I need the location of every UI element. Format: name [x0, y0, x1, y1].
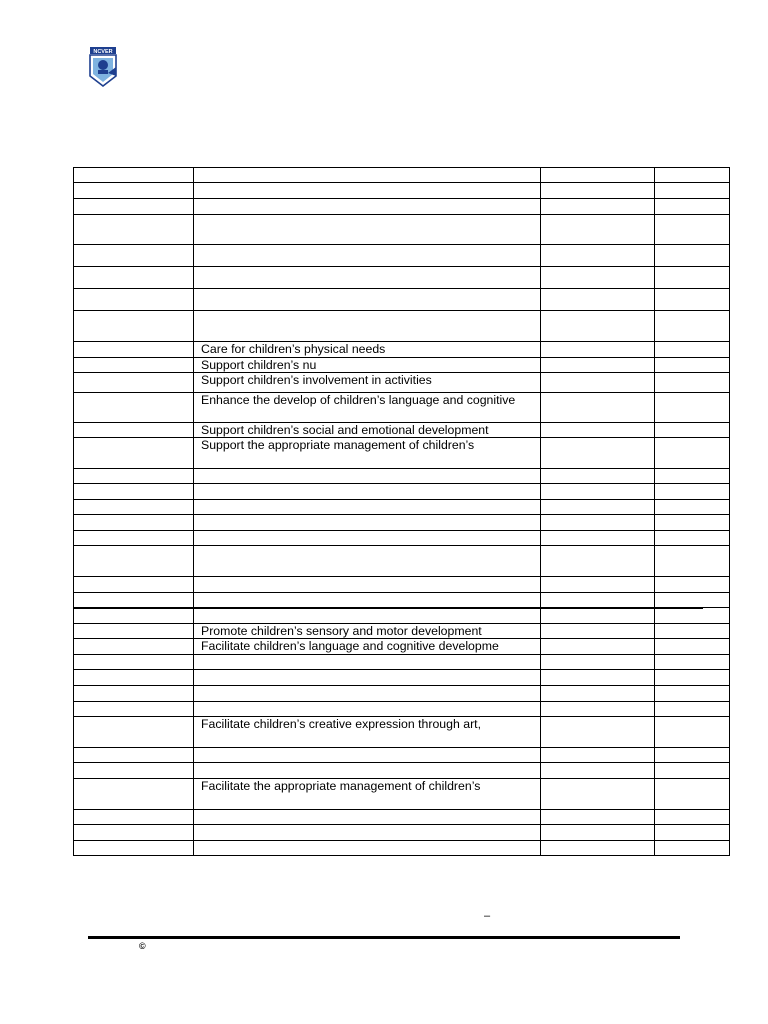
table-cell [655, 717, 730, 748]
unit-title-cell: Support children’s nu [194, 358, 541, 373]
table-cell [541, 215, 655, 245]
unit-title-cell [194, 245, 541, 267]
table-cell [541, 393, 655, 423]
table-row [74, 199, 730, 215]
table-row [74, 215, 730, 245]
table-cell [74, 500, 194, 515]
table-cell [541, 717, 655, 748]
table-cell [655, 500, 730, 515]
table-cell [541, 168, 655, 183]
table-cell [541, 825, 655, 841]
table-cell [74, 546, 194, 577]
table-cell [74, 484, 194, 500]
table-cell [541, 546, 655, 577]
table-cell [655, 393, 730, 423]
unit-title-cell: Support children’s involvement in activities [194, 373, 541, 393]
table-cell [655, 624, 730, 639]
footer-dash: – [484, 910, 491, 922]
table-cell [655, 358, 730, 373]
table-row [74, 624, 730, 639]
table-row [74, 655, 730, 670]
table-cell [541, 342, 655, 358]
table-cell [541, 289, 655, 311]
table-row [74, 500, 730, 515]
table-row [74, 763, 730, 779]
unit-title-cell [194, 655, 541, 670]
table-cell [541, 702, 655, 717]
table-cell [541, 624, 655, 639]
table-cell [74, 183, 194, 199]
table-cell [74, 717, 194, 748]
table-cell [655, 686, 730, 702]
table-row [74, 810, 730, 825]
table-row [74, 423, 730, 438]
table-cell [541, 763, 655, 779]
table-row [74, 779, 730, 810]
table-cell [655, 748, 730, 763]
svg-text:NCVER: NCVER [93, 49, 113, 55]
table-row [74, 546, 730, 577]
table-cell [541, 593, 655, 608]
table-row [74, 748, 730, 763]
table-cell [655, 484, 730, 500]
table-row [74, 515, 730, 531]
table-cell [655, 342, 730, 358]
table-cell [541, 748, 655, 763]
unit-title-cell: Care for children’s physical needs [194, 342, 541, 358]
unit-title-cell [194, 311, 541, 342]
table-cell [655, 438, 730, 469]
unit-title-cell [194, 515, 541, 531]
unit-title-cell [194, 686, 541, 702]
unit-title-cell [194, 670, 541, 686]
unit-title-cell [194, 546, 541, 577]
table-cell [655, 245, 730, 267]
table-cell [541, 515, 655, 531]
competency-table [73, 167, 730, 856]
table-cell [541, 183, 655, 199]
table-row [74, 438, 730, 469]
table-cell [655, 168, 730, 183]
table-row [74, 531, 730, 546]
unit-title-cell [194, 215, 541, 245]
table-cell [655, 546, 730, 577]
table-row [74, 168, 730, 183]
table-cell [541, 608, 655, 624]
table-cell [655, 655, 730, 670]
table-cell [74, 358, 194, 373]
table-cell [655, 577, 730, 593]
table-cell [655, 841, 730, 856]
table-row [74, 577, 730, 593]
table-row [74, 670, 730, 686]
table-cell [541, 423, 655, 438]
table-cell [74, 670, 194, 686]
ncver-logo [89, 46, 117, 87]
table-cell [74, 342, 194, 358]
table-cell [541, 267, 655, 289]
unit-title-cell [194, 267, 541, 289]
competency-table-body [74, 168, 730, 856]
table-row [74, 484, 730, 500]
table-row [74, 469, 730, 484]
unit-title-cell: Support children’s social and emotional development [194, 423, 541, 438]
table-cell [541, 686, 655, 702]
table-cell [541, 469, 655, 484]
table-cell [655, 531, 730, 546]
unit-title-cell [194, 183, 541, 199]
table-cell [655, 289, 730, 311]
table-cell [655, 373, 730, 393]
table-cell [541, 500, 655, 515]
table-cell [74, 267, 194, 289]
table-cell [74, 515, 194, 531]
table-cell [541, 670, 655, 686]
table-row [74, 702, 730, 717]
copyright-symbol: © [139, 941, 146, 951]
table-cell [655, 779, 730, 810]
table-cell [74, 168, 194, 183]
unit-title-cell [194, 748, 541, 763]
unit-title-cell [194, 168, 541, 183]
table-cell [655, 199, 730, 215]
table-cell [74, 841, 194, 856]
table-row [74, 608, 730, 624]
table-cell [74, 469, 194, 484]
table-cell [655, 593, 730, 608]
table-cell [655, 183, 730, 199]
table-cell [74, 593, 194, 608]
table-cell [74, 438, 194, 469]
table-cell [541, 841, 655, 856]
footer-rule [88, 936, 680, 939]
table-cell [541, 639, 655, 655]
table-cell [74, 311, 194, 342]
unit-title-cell [194, 841, 541, 856]
table-cell [74, 624, 194, 639]
table-row [74, 841, 730, 856]
table-cell [74, 393, 194, 423]
unit-title-cell [194, 577, 541, 593]
table-cell [655, 267, 730, 289]
table-cell [74, 639, 194, 655]
table-cell [541, 577, 655, 593]
unit-title-cell [194, 484, 541, 500]
table-cell [655, 311, 730, 342]
table-cell [655, 639, 730, 655]
table-cell [655, 763, 730, 779]
unit-title-cell [194, 825, 541, 841]
table-cell [74, 763, 194, 779]
table-row [74, 825, 730, 841]
table-row [74, 183, 730, 199]
table-cell [74, 655, 194, 670]
table-row [74, 593, 730, 608]
unit-title-cell [194, 702, 541, 717]
unit-title-cell [194, 763, 541, 779]
table-cell [655, 810, 730, 825]
table-cell [74, 686, 194, 702]
unit-title-cell [194, 608, 541, 624]
table-row [74, 717, 730, 748]
table-cell [541, 531, 655, 546]
table-cell [541, 358, 655, 373]
table-cell [541, 245, 655, 267]
section-divider [73, 607, 703, 609]
table-row [74, 686, 730, 702]
table-row [74, 639, 730, 655]
table-cell [74, 531, 194, 546]
unit-title-cell: Support the appropriate management of children’s [194, 438, 541, 469]
table-row [74, 245, 730, 267]
table-row [74, 267, 730, 289]
table-cell [655, 825, 730, 841]
table-cell [541, 373, 655, 393]
unit-title-cell [194, 199, 541, 215]
table-cell [541, 779, 655, 810]
table-cell [541, 311, 655, 342]
table-cell [541, 438, 655, 469]
table-cell [541, 484, 655, 500]
unit-title-cell: Promote children’s sensory and motor development [194, 624, 541, 639]
table-cell [74, 215, 194, 245]
table-row [74, 342, 730, 358]
table-cell [74, 373, 194, 393]
table-cell [74, 825, 194, 841]
unit-title-cell: Enhance the develop of children’s language and cognitive [194, 393, 541, 423]
table-cell [74, 748, 194, 763]
table-cell [74, 199, 194, 215]
table-cell [74, 810, 194, 825]
table-row [74, 311, 730, 342]
table-cell [655, 215, 730, 245]
table-cell [541, 810, 655, 825]
table-cell [74, 702, 194, 717]
table-cell [74, 608, 194, 624]
table-cell [655, 702, 730, 717]
table-cell [655, 670, 730, 686]
table-cell [655, 515, 730, 531]
unit-title-cell: Facilitate the appropriate management of children’s [194, 779, 541, 810]
unit-title-cell [194, 289, 541, 311]
table-cell [655, 423, 730, 438]
table-row [74, 289, 730, 311]
table-row [74, 373, 730, 393]
table-cell [655, 608, 730, 624]
table-cell [655, 469, 730, 484]
table-cell [74, 423, 194, 438]
table-cell [541, 655, 655, 670]
unit-title-cell: Facilitate children’s creative expression through art, [194, 717, 541, 748]
unit-title-cell [194, 531, 541, 546]
unit-title-cell [194, 500, 541, 515]
table-cell [74, 577, 194, 593]
table-row [74, 358, 730, 373]
unit-title-cell [194, 469, 541, 484]
table-row [74, 393, 730, 423]
unit-title-cell [194, 810, 541, 825]
table-cell [74, 289, 194, 311]
table-cell [74, 779, 194, 810]
table-cell [541, 199, 655, 215]
table-cell [74, 245, 194, 267]
unit-title-cell [194, 593, 541, 608]
unit-title-cell: Facilitate children’s language and cognitive developme [194, 639, 541, 655]
